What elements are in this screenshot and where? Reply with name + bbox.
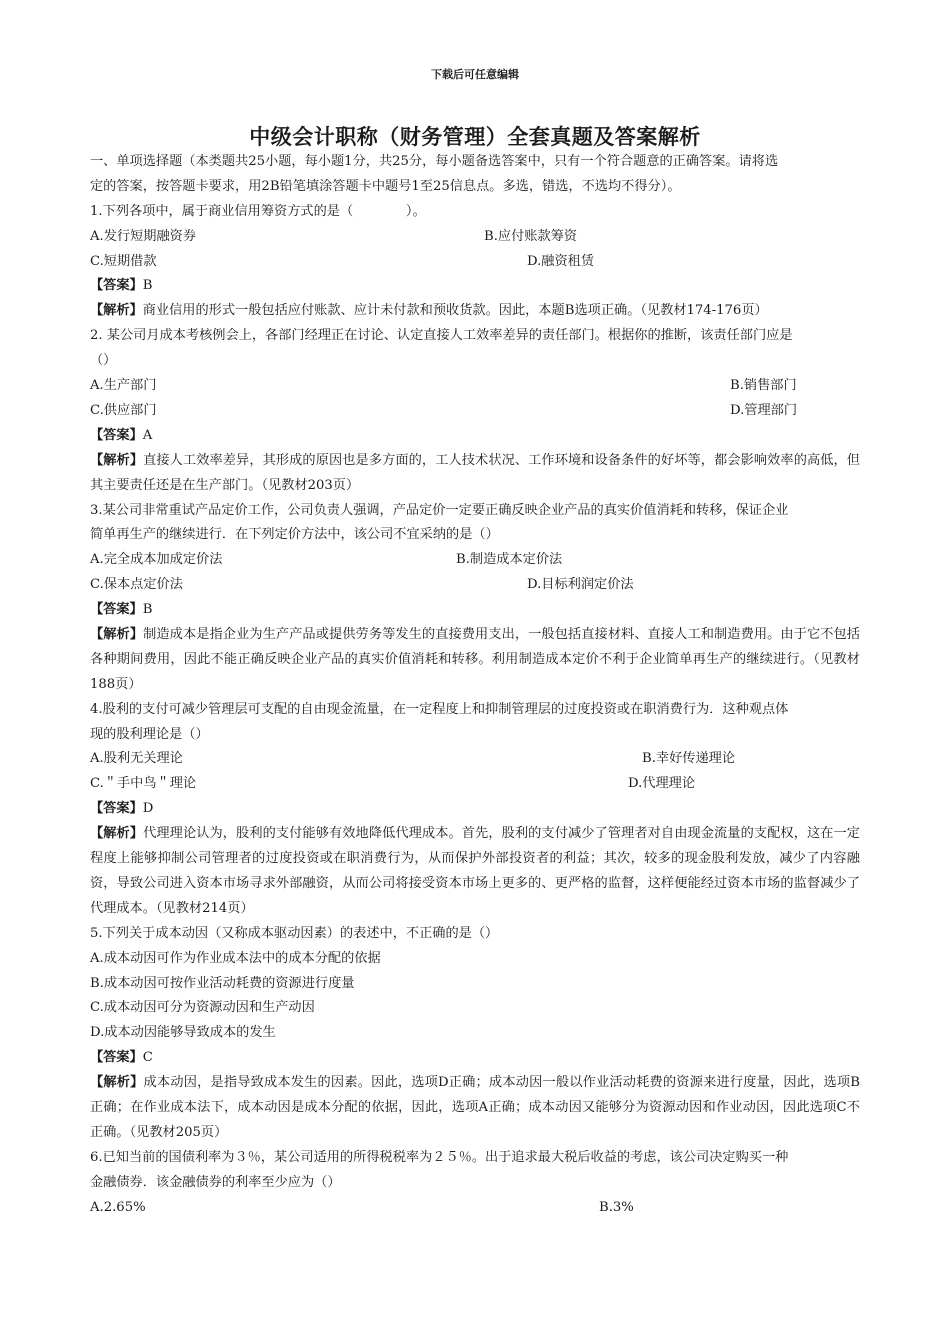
question-1-option-b: B.应付账款筹资 (484, 228, 578, 244)
question-4-stem-line-1: 4.股利的支付可减少管理层可支配的自由现金流量，在一定程度上和抑制管理层的过度投资或在职消费行为．这种观点体 (90, 701, 789, 717)
page-header: 下载后可任意编辑 (431, 68, 519, 81)
question-5-analysis (90, 1071, 860, 1146)
question-3-option-b: B.制造成本定价法 (456, 552, 563, 568)
question-2-analysis-text: 直接人工效率差异，其形成的原因也是多方面的，工人技术状况、工作环境和设备条件的好坏等，都会影响效率的高低，但其主要责任还是在生产部门。（见教材203页） (90, 452, 860, 493)
question-4-analysis-text: 代理理论认为，股利的支付能够有效地降低代理成本。首先，股利的支付减少了管理者对自由现金流量的支配权，这在一定程度上能够抑制公司管理者的过度投资或在职消费行为，从而保护外部投资者的利益；其次，较多的现金股利发放，减少了内容融资，导致公司进入资本市场寻求外部融资，从而公司将接受资本市场上更多的、更严格的监督，这样便能经过资本市场的监督减少了代理成本。（见教材214页） (90, 826, 860, 916)
question-6-stem-line-1: 6.已知当前的国债利率为３％，某公司适用的所得税税率为２５％。出于追求最大税后收益的考虑，该公司决定购买一种 (90, 1149, 789, 1165)
question-4-stem-line-2: 现的股利理论是（） (90, 726, 209, 742)
answer-label: 【答案】 (90, 427, 143, 443)
question-5-option-a: A.成本动因可作为作业成本法中的成本分配的依据 (90, 950, 381, 966)
question-4-answer-value: D (142, 801, 154, 817)
question-2-stem-line-1: 2. 某公司月成本考核例会上，各部门经理正在讨论、认定直接人工效率差异的责任部门。根据你的推断，该责任部门应是 (90, 328, 793, 344)
question-6-options-row-1 (90, 1196, 860, 1221)
question-2-options-row-1 (90, 374, 860, 399)
question-3-option-c: C.保本点定价法 (90, 577, 183, 593)
question-3-analysis (90, 623, 860, 698)
question-1-option-d: D.融资租赁 (527, 253, 595, 269)
question-3-option-a: A.完全成本加成定价法 (90, 552, 223, 568)
question-3-answer (90, 598, 860, 623)
question-1-option-c: C.短期借款 (90, 253, 157, 269)
question-2-answer (90, 424, 860, 449)
analysis-label: 【解析】 (90, 626, 144, 642)
question-3-answer-value: B (142, 602, 153, 618)
question-5-answer-value: C (142, 1050, 153, 1066)
question-2-option-a: A.生产部门 (90, 378, 157, 394)
page-title: 中级会计职称（财务管理）全套真题及答案解析 (249, 124, 701, 149)
question-4-option-c: C.＂手中鸟＂理论 (90, 776, 197, 792)
answer-label: 【答案】 (90, 278, 143, 294)
question-1-answer (90, 274, 860, 299)
analysis-label: 【解析】 (90, 452, 144, 468)
question-6-option-b: B.3% (599, 1199, 634, 1215)
question-2-stem-line-2: （） (90, 353, 117, 369)
question-5-option-b: B.成本动因可按作业活动耗费的资源进行度量 (90, 975, 355, 991)
answer-label: 【答案】 (90, 602, 143, 618)
question-1-stem: 1.下列各项中，属于商业信用筹资方式的是（ ）。 (90, 203, 426, 219)
analysis-label: 【解析】 (90, 826, 144, 842)
question-3-stem-line-1: 3.某公司非常重试产品定价工作，公司负责人强调，产品定价一定要正确反映企业产品的真实价值消耗和转移，保证企业 (90, 502, 789, 518)
question-1-option-a: A.发行短期融资券 (90, 228, 197, 244)
answer-label: 【答案】 (90, 801, 143, 817)
answer-label: 【答案】 (90, 1050, 143, 1066)
question-4-option-b: B.幸好传递理论 (642, 751, 736, 767)
question-3-analysis-text: 制造成本是指企业为生产产品或提供劳务等发生的直接费用支出，一般包括直接材料、直接人工和制造费用。由于它不包括各种期间费用，因此不能正确反映企业产品的真实价值消耗和转移。利用制造成本定价不利于企业简单再生产的继续进行。（见教材188页） (90, 626, 860, 692)
question-1-analysis (90, 299, 860, 324)
section-instruction-line-1: 一、单项选择题（本类题共25小题，每小题1分，共25分，每小题备选答案中，只有一个符合题意的正确答案。请将选 (90, 154, 779, 169)
question-1-options-row-2 (90, 250, 860, 275)
question-2-option-c: C.供应部门 (90, 402, 157, 418)
question-1-analysis-text: 商业信用的形式一般包括应付账款、应计未付款和预收货款。因此，本题B选项正确。（见教材174-176页） (142, 303, 768, 319)
question-3-stem-line-2: 简单再生产的继续进行．在下列定价方法中，该公司不宜采纳的是（） (90, 527, 499, 543)
question-5-option-c: C.成本动因可分为资源动因和生产动因 (90, 1000, 315, 1016)
question-5-answer (90, 1046, 860, 1071)
question-4-answer (90, 797, 860, 822)
section-instruction-line-2: 定的答案，按答题卡要求，用2B铅笔填涂答题卡中题号1至25信息点。多选，错选，不选均不得分）。 (90, 178, 681, 194)
question-6-stem-line-2: 金融债券．该金融债券的利率至少应为（） (90, 1174, 341, 1190)
question-4-option-a: A.股利无关理论 (90, 751, 183, 767)
question-2-answer-value: A (142, 427, 153, 443)
question-1-options-row-1 (90, 225, 860, 250)
question-6-option-a: A.2.65% (90, 1199, 146, 1215)
analysis-label: 【解析】 (90, 303, 143, 319)
analysis-label: 【解析】 (90, 1075, 144, 1091)
question-2-options-row-2 (90, 399, 860, 424)
question-4-options-row-1 (90, 747, 860, 772)
question-2-option-d: D.管理部门 (730, 402, 798, 418)
question-4-option-d: D.代理理论 (628, 776, 696, 792)
document-body (90, 150, 860, 1221)
question-5-stem: 5.下列关于成本动因（又称成本驱动因素）的表述中，不正确的是（） (90, 925, 499, 941)
question-5-option-d: D.成本动因能够导致成本的发生 (90, 1025, 276, 1041)
question-5-analysis-text: 成本动因，是指导致成本发生的因素。因此，选项D正确；成本动因一般以作业活动耗费的资源来进行度量，因此，选项B正确；在作业成本法下，成本动因是成本分配的依据，因此，选项A正确；成本动因又能够分为资源动因和作业动因，因此选项C不正确。（见教材205页） (90, 1075, 861, 1140)
question-1-answer-value: B (142, 278, 153, 294)
question-3-options-row-1 (90, 548, 860, 573)
question-4-options-row-2 (90, 772, 860, 797)
question-3-options-row-2 (90, 573, 860, 598)
question-2-option-b: B.销售部门 (730, 378, 797, 394)
question-2-analysis (90, 449, 860, 499)
question-4-analysis (90, 822, 860, 922)
question-3-option-d: D.目标利润定价法 (527, 577, 634, 593)
